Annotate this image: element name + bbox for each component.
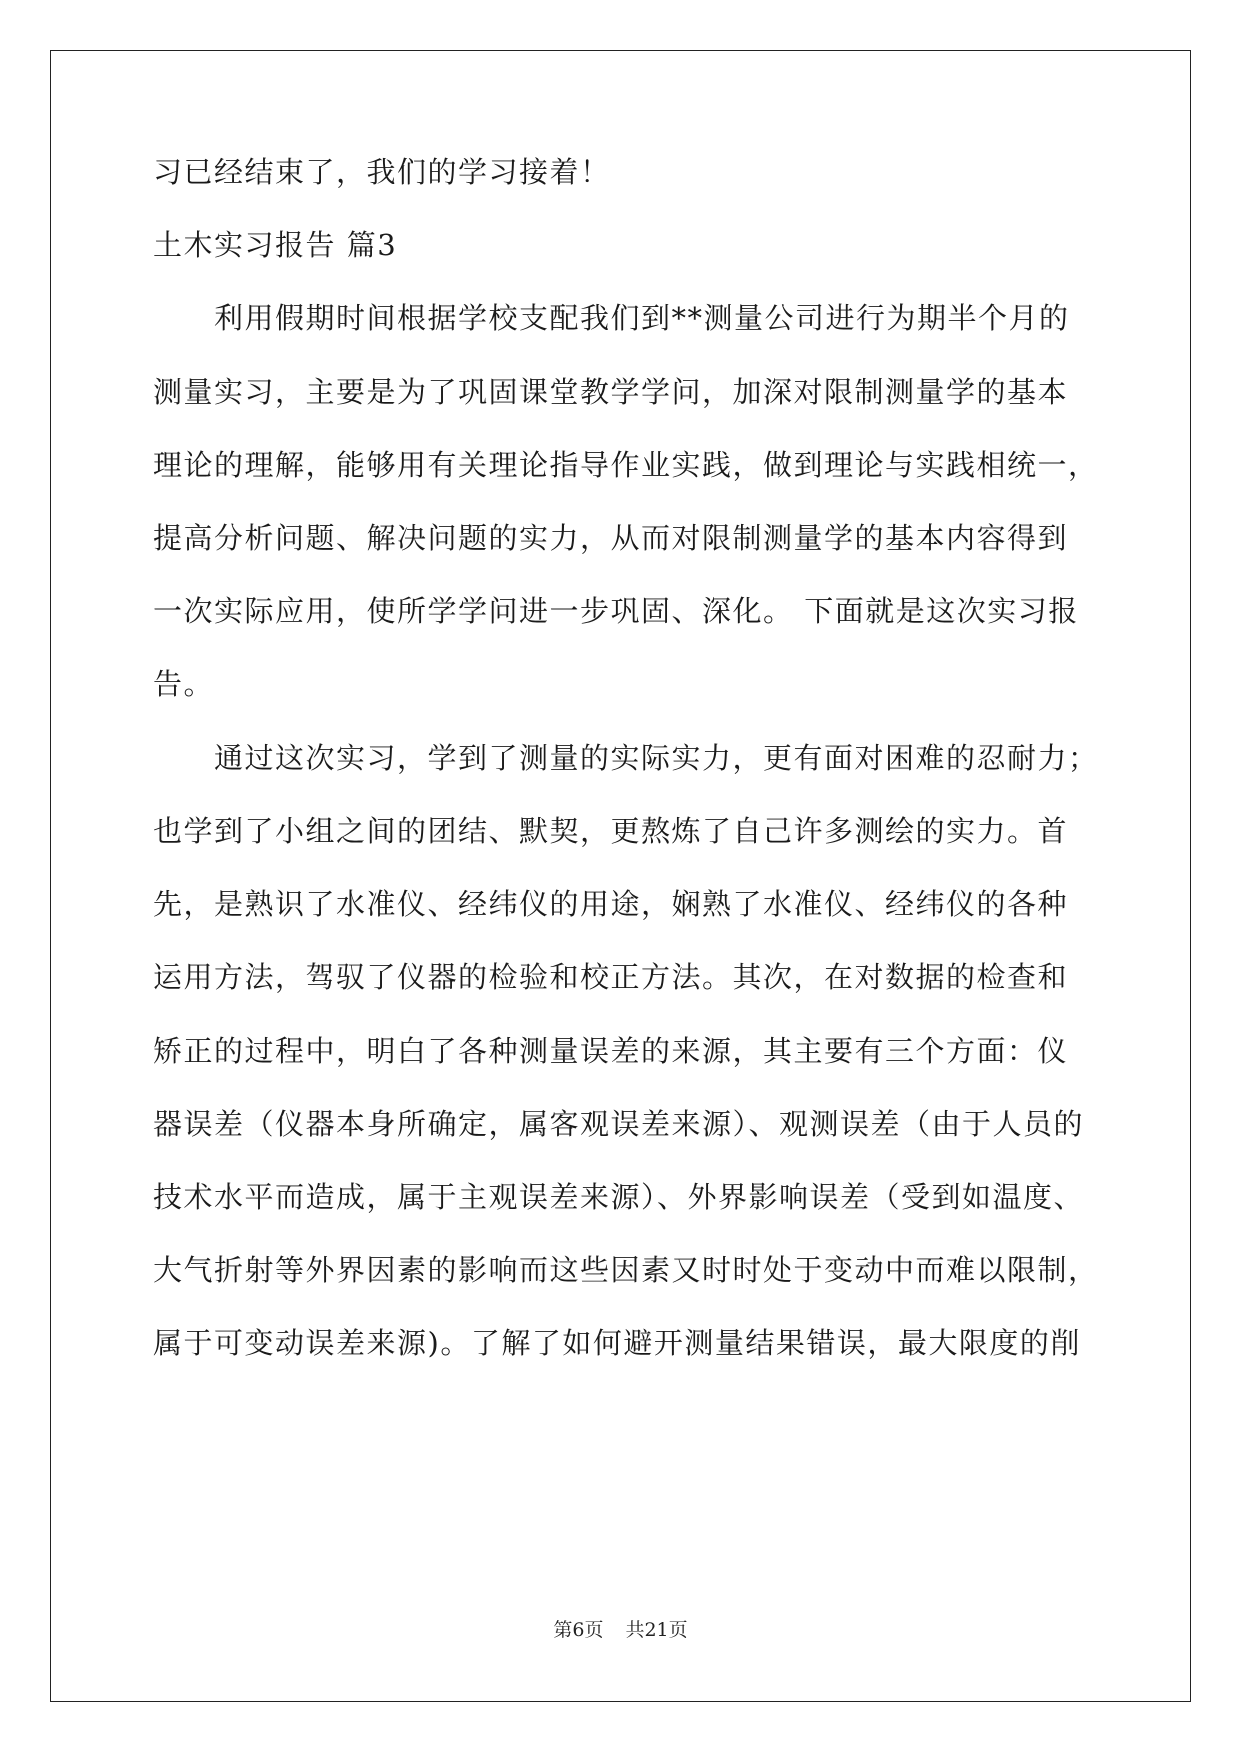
- text-line: 理论的理解，能够用有关理论指导作业实践，做到理论与实践相统一，: [153, 448, 1099, 482]
- text-line: 提高分析问题、解决问题的实力，从而对限制测量学的基本内容得到: [153, 521, 1069, 555]
- text-line: 技术水平而造成，属于主观误差来源）、外界影响误差（受到如温度、: [153, 1180, 1085, 1214]
- text-line: 运用方法，驾驭了仪器的检验和校正方法。其次，在对数据的检查和: [153, 960, 1069, 994]
- text-line: 先，是熟识了水准仪、经纬仪的用途，娴熟了水准仪、经纬仪的各种: [153, 887, 1069, 921]
- text-line: 属于可变动误差来源)。了解了如何避开测量结果错误，最大限度的削: [153, 1326, 1081, 1360]
- text-line: 也学到了小组之间的团结、默契，更熬炼了自己许多测绘的实力。首: [153, 814, 1069, 848]
- text-line: 告。: [153, 667, 215, 701]
- text-line: 一次实际应用，使所学学问进一步巩固、深化。 下面就是这次实习报: [153, 594, 1079, 628]
- text-line: 测量实习，主要是为了巩固课堂教学学问，加深对限制测量学的基本: [153, 375, 1069, 409]
- text-line: 通过这次实习，学到了测量的实际实力，更有面对困难的忍耐力；: [214, 741, 1099, 775]
- text-line: 习已经结束了，我们的学习接着！: [153, 155, 611, 189]
- current-page-number: 第6页: [553, 1619, 604, 1641]
- page-footer: [0, 1618, 1241, 1642]
- text-line: 器误差（仪器本身所确定，属客观误差来源）、观测误差（由于人员的: [153, 1107, 1085, 1141]
- text-line: 矫正的过程中，明白了各种测量误差的来源，其主要有三个方面：仪: [153, 1034, 1069, 1068]
- total-page-count: 共21页: [625, 1619, 688, 1641]
- text-line: 大气折射等外界因素的影响而这些因素又时时处于变动中而难以限制，: [153, 1253, 1099, 1287]
- text-line: 利用假期时间根据学校支配我们到**测量公司进行为期半个月的: [214, 301, 1070, 335]
- section-heading: 土木实习报告 篇3: [153, 228, 398, 262]
